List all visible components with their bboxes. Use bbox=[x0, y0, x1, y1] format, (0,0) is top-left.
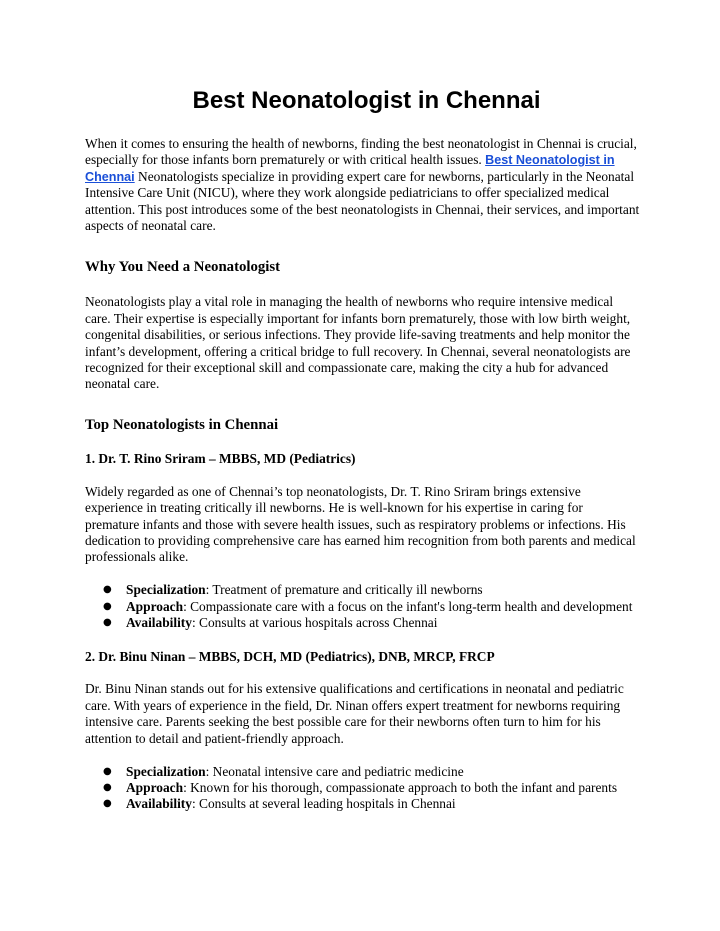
bullet-icon: ● bbox=[103, 765, 112, 777]
why-paragraph: Neonatologists play a vital role in managing the health of newborns who require intensive medical care. Their expertise is especially important for infants born prematurely, those with low birth weight, congenital disabilities, or serious infections. They provide life-saving treatments and help monitor the infant’s development, offering a critical bridge to full recovery. In Chennai, several neonatologists are recognized for their exceptional skill and compassionate care, making the city a hub for advanced neonatal care. bbox=[85, 294, 631, 392]
detail-label: Availability bbox=[126, 796, 192, 812]
list-item bbox=[85, 599, 640, 615]
detail-label: Approach bbox=[126, 598, 184, 614]
detail-label: Specialization bbox=[126, 582, 206, 598]
doctor-1-details-list bbox=[85, 582, 640, 631]
bullet-icon: ● bbox=[103, 781, 112, 793]
bullet-icon: ● bbox=[103, 584, 112, 596]
page-title: Best Neonatologist in Chennai bbox=[192, 87, 541, 114]
list-item bbox=[85, 796, 640, 812]
doctor-1-paragraph: Widely regarded as one of Chennai’s top neonatologists, Dr. T. Rino Sriram brings extensive experience in treating critically ill newborns. He is well-known for his expertise in caring for premature infants and those with severe health issues, such as respiratory problems or infections. His dedication to providing comprehensive care has earned him recognition from both parents and medical professionals alike. bbox=[85, 483, 636, 565]
best-neonatologist-link[interactable]: Best Neonatologist in Chennai bbox=[85, 153, 615, 184]
detail-text: : Consults at several leading hospitals in Chennai bbox=[191, 796, 456, 812]
intro-text-start: When it comes to ensuring the health of newborns, finding the best neonatologist in Chennai is crucial, especially for those infants born prematurely or with critical health issues. bbox=[85, 136, 637, 168]
bullet-icon: ● bbox=[103, 600, 112, 612]
top-neonatologists-heading: Top Neonatologists in Chennai bbox=[85, 416, 279, 433]
bullet-icon: ● bbox=[103, 617, 112, 629]
doctor-2-heading: 2. Dr. Binu Ninan – MBBS, DCH, MD (Pediatrics), DNB, MRCP, FRCP bbox=[85, 648, 495, 664]
list-item bbox=[85, 764, 640, 780]
list-item bbox=[85, 615, 640, 631]
doctor-1-heading: 1. Dr. T. Rino Sriram – MBBS, MD (Pediatrics) bbox=[85, 450, 356, 466]
detail-label: Approach bbox=[126, 779, 184, 795]
detail-text: : Treatment of premature and critically ill newborns bbox=[205, 582, 483, 598]
bullet-icon: ● bbox=[103, 798, 112, 810]
document-page bbox=[85, 0, 640, 813]
detail-label: Specialization bbox=[126, 763, 206, 779]
detail-text: : Known for his thorough, compassionate approach to both the infant and parents bbox=[183, 779, 618, 795]
intro-text-end: Neonatologists specialize in providing expert care for newborns, particularly in the Neonatal Intensive Care Unit (NICU), where they work alongside pediatricians to offer specialized medical attention. This post introduces some of the best neonatologists in Chennai, their services, and important aspects of neonatal care. bbox=[85, 168, 640, 234]
list-item bbox=[85, 582, 640, 598]
detail-text: : Compassionate care with a focus on the infant's long-term health and development bbox=[183, 598, 633, 614]
intro-paragraph bbox=[85, 136, 640, 234]
detail-text: : Consults at various hospitals across Chennai bbox=[191, 615, 438, 631]
detail-text: : Neonatal intensive care and pediatric medicine bbox=[205, 763, 464, 779]
why-heading: Why You Need a Neonatologist bbox=[85, 259, 281, 276]
doctor-2-details-list bbox=[85, 764, 640, 813]
list-item bbox=[85, 780, 640, 796]
doctor-2-paragraph: Dr. Binu Ninan stands out for his extensive qualifications and certifications in neonatal and pediatric care. With years of experience in the field, Dr. Ninan offers expert treatment for newborns requiring intensive care. Parents seeking the best possible care for their newborns often turn to him for his attention to detail and patient-friendly approach. bbox=[85, 681, 624, 746]
detail-label: Availability bbox=[126, 615, 192, 631]
